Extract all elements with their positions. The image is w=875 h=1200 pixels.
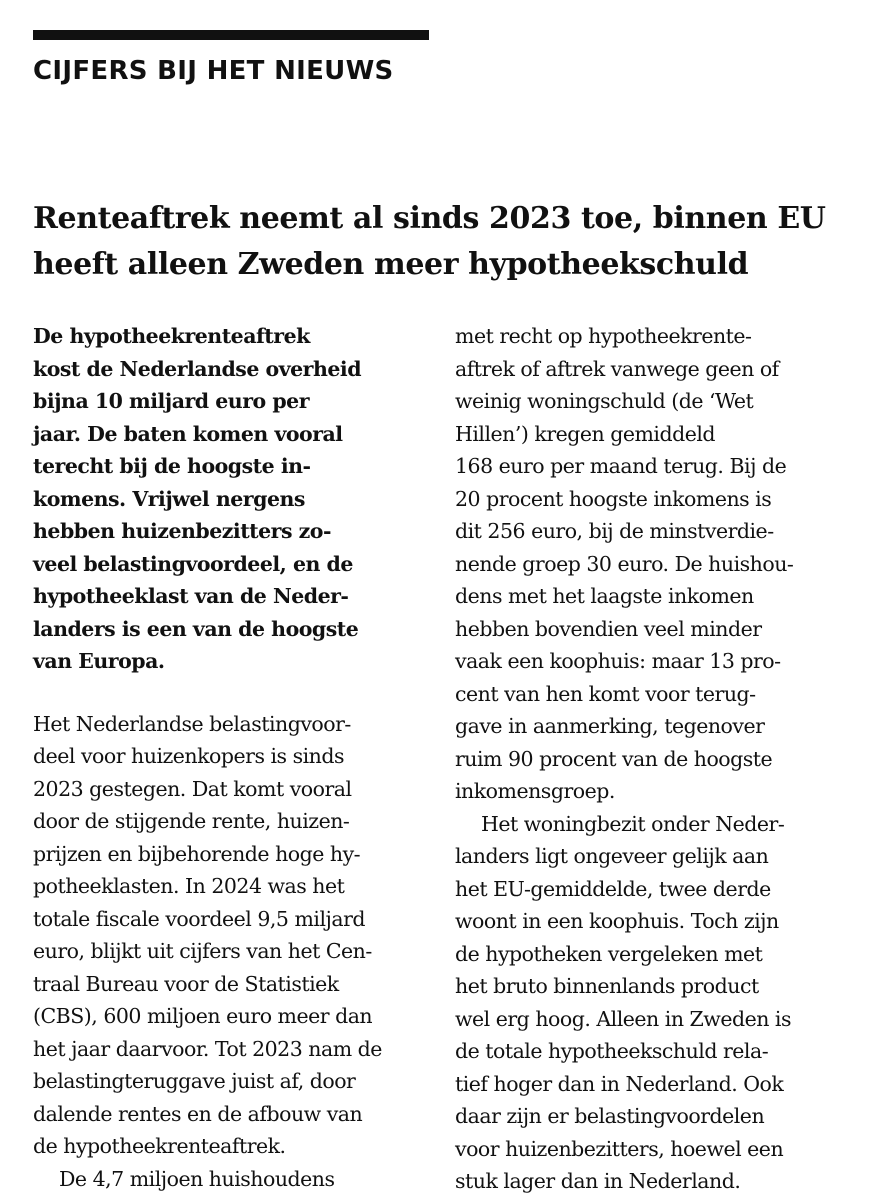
body-line: Hillen’) kregen gemiddeld — [455, 421, 716, 446]
body-line: Het Nederlandse belastingvoor- — [33, 711, 351, 736]
article-intro — [33, 320, 433, 678]
section-kicker: CIJFERS BIJ HET NIEUWS — [33, 56, 394, 86]
body-line: cent van hen komt voor terug- — [455, 681, 756, 706]
intro-line: kost de Nederlandse overheid — [33, 356, 362, 381]
body-line: 168 euro per maand terug. Bij de — [455, 454, 787, 478]
body-line: de hypotheken vergeleken met — [455, 941, 763, 966]
intro-line: komens. Vrijwel nergens — [33, 486, 305, 511]
article-headline — [33, 196, 843, 288]
intro-line: landers is een van de hoogste — [33, 616, 359, 641]
body-line: totale fiscale voordeel 9,5 miljard — [33, 906, 366, 931]
body-line: wel erg hoog. Alleen in Zweden is — [455, 1006, 792, 1031]
body-line: 2023 gestegen. Dat komt vooral — [33, 776, 352, 801]
body-line: Het woningbezit onder Neder- — [481, 811, 785, 836]
headline-line: Renteaftrek neemt al sinds 2023 toe, binnen EU — [33, 201, 826, 236]
intro-line: De hypotheekrenteaftrek — [33, 324, 310, 348]
body-line: 20 procent hoogste inkomens is — [455, 486, 772, 511]
body-line: de hypotheekrenteaftrek. — [33, 1134, 286, 1158]
body-line: het jaar daarvoor. Tot 2023 nam de — [33, 1036, 382, 1061]
article-column-left — [33, 320, 433, 1195]
intro-line: terecht bij de hoogste in- — [33, 454, 311, 478]
body-paragraph-1 — [33, 708, 433, 1163]
body-line: weinig woningschuld (de ‘Wet — [455, 389, 754, 413]
body-line: het bruto binnenlands product — [455, 974, 759, 998]
body-line: woont in een koophuis. Toch zijn — [455, 909, 779, 933]
body-paragraph-2-start — [33, 1163, 433, 1196]
body-line: de totale hypotheekschuld rela- — [455, 1039, 769, 1063]
body-line: (CBS), 600 miljoen euro meer dan — [33, 1004, 373, 1028]
body-line: met recht op hypotheekrente- — [455, 324, 752, 348]
body-line: traal Bureau voor de Statistiek — [33, 971, 339, 996]
body-line: aftrek of aftrek vanwege geen of — [455, 356, 779, 381]
body-line: ruim 90 procent van de hoogste — [455, 746, 773, 771]
body-line: De 4,7 miljoen huishoudens — [59, 1166, 335, 1191]
body-line: inkomensgroep. — [455, 779, 615, 803]
body-line: landers ligt ongeveer gelijk aan — [455, 844, 769, 868]
intro-line: van Europa. — [33, 649, 165, 673]
body-line: potheeklasten. In 2024 was het — [33, 874, 345, 898]
article-column-right — [455, 320, 855, 1198]
body-line: gave in aanmerking, tegenover — [455, 714, 765, 738]
body-line: dens met het laagste inkomen — [455, 584, 754, 608]
body-line: belastingteruggave juist af, door — [33, 1069, 356, 1093]
body-paragraph-3 — [455, 808, 855, 1198]
intro-line: veel belastingvoordeel, en de — [33, 551, 353, 576]
body-line: prijzen en bijbehorende hoge hy- — [33, 841, 361, 866]
body-paragraph-2-continued — [455, 320, 855, 808]
body-line: hebben bovendien veel minder — [455, 616, 762, 641]
body-line: het EU-gemiddelde, twee derde — [455, 876, 771, 901]
body-line: daar zijn er belastingvoordelen — [455, 1104, 765, 1128]
section-top-rule — [33, 30, 429, 40]
body-line: vaak een koophuis: maar 13 pro- — [455, 649, 781, 673]
body-line: dit 256 euro, bij de minstverdie- — [455, 519, 774, 543]
intro-line: bijna 10 miljard euro per — [33, 389, 310, 413]
body-line: dalende rentes en de afbouw van — [33, 1101, 363, 1126]
body-line: door de stijgende rente, huizen- — [33, 809, 350, 833]
body-line: nende groep 30 euro. De huishou- — [455, 551, 794, 576]
body-line: euro, blijkt uit cijfers van het Cen- — [33, 939, 372, 963]
intro-line: hypotheeklast van de Neder- — [33, 584, 349, 608]
intro-line: hebben huizenbezitters zo- — [33, 519, 331, 543]
headline-line: heeft alleen Zweden meer hypotheekschuld — [33, 247, 749, 282]
body-line: voor huizenbezitters, hoewel een — [455, 1136, 784, 1161]
body-line: stuk lager dan in Nederland. — [455, 1169, 741, 1193]
intro-line: jaar. De baten komen vooral — [33, 421, 343, 446]
body-line: deel voor huizenkopers is sinds — [33, 744, 345, 768]
body-line: tief hoger dan in Nederland. Ook — [455, 1071, 784, 1096]
